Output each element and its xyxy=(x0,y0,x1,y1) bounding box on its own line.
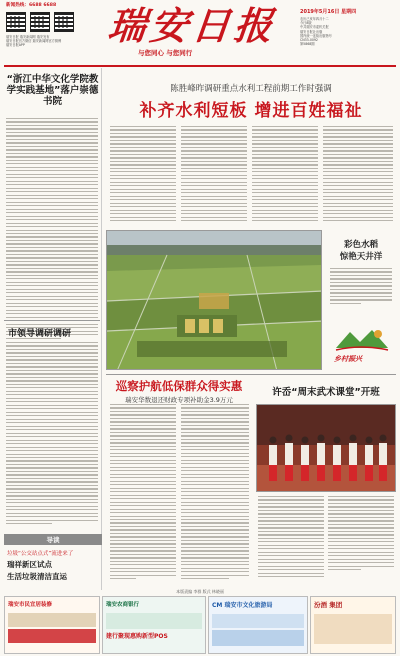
header-right-line: CN33-0092 xyxy=(300,38,318,43)
header-left-line: 瑞安日报 xyxy=(6,35,19,39)
header-rule xyxy=(4,65,396,67)
guide-title: 导读 xyxy=(4,534,102,545)
qr-code-icon xyxy=(6,12,26,32)
header-left-line: 瑞安新闻网 xyxy=(19,35,36,39)
story2-body-col1 xyxy=(110,404,176,584)
left-section-title: 市领导调研调研 xyxy=(8,329,72,339)
left-feature-title: “浙江中华文化学院教学实践基地”落户崇德书院 xyxy=(6,74,99,107)
ad-image xyxy=(314,614,392,644)
guide-item[interactable]: 垃圾“公交站点式”流进来了 xyxy=(7,551,74,557)
page-footer: 本版责编 李群 版式 林晓丽 xyxy=(176,589,224,594)
story3-body-col2 xyxy=(328,496,394,584)
header-right-line: 瑞安日报社出版 xyxy=(300,29,323,34)
ad-label: 瑞安农商银行 xyxy=(106,602,140,608)
ad-strip xyxy=(4,596,396,654)
ad-box[interactable] xyxy=(310,596,396,654)
ad-image xyxy=(212,630,304,646)
issue-date: 2019年5月16日 星期四 xyxy=(300,9,357,15)
photo-caption-sub: 惊艳天井洋 xyxy=(339,252,383,262)
masthead xyxy=(105,2,288,64)
left-feature-body xyxy=(6,118,98,348)
ad-box[interactable] xyxy=(4,596,100,654)
divider xyxy=(106,374,396,375)
header-left-line: 瑞安新闻网官方微博 xyxy=(32,39,62,44)
lead-body-col4 xyxy=(323,126,393,226)
guide-item[interactable]: 生活垃圾清洁直运 xyxy=(7,572,67,581)
rural-brand-text: 乡村振兴 xyxy=(334,355,362,363)
story3-body-col1 xyxy=(258,496,324,584)
ad-label: 瑞安市民宜居装修 xyxy=(8,602,53,608)
header-right-line: 今日8版 xyxy=(300,21,312,26)
ad-image xyxy=(8,629,96,643)
header-left-line: 瑞安日报APP xyxy=(6,43,25,48)
left-section-body xyxy=(6,342,98,532)
lead-body-col3 xyxy=(252,126,318,226)
ad-image xyxy=(8,613,96,627)
header-right-line: 中共瑞安市委机关报 xyxy=(300,25,329,30)
header-left-line: 瑞安发布 xyxy=(36,35,50,39)
lead-body-col1 xyxy=(110,126,176,226)
ad-box[interactable] xyxy=(208,596,308,654)
ad-box[interactable] xyxy=(102,596,206,654)
story2-title[interactable]: 巡察护航低保群众得实惠 xyxy=(115,379,243,393)
masthead-slogan: 与您同心 与您同行 xyxy=(138,49,193,57)
lead-story xyxy=(106,68,396,121)
story-welfare xyxy=(106,378,252,404)
ad-image xyxy=(212,614,304,628)
header-right-line: 农历己亥年四月十二 xyxy=(300,17,329,21)
story2-subtitle: 瑞安华数退还财政专项补助金3.9万元 xyxy=(125,396,233,404)
header-right-line: 国内统一连续出版物号 xyxy=(300,33,332,38)
photo-caption-body xyxy=(330,268,392,320)
story3-title[interactable]: 许岙“周末武术课堂”开班 xyxy=(272,387,380,398)
ad-label: 建行聚现惠购新型POS xyxy=(106,633,168,640)
header-info-right xyxy=(300,8,394,64)
lead-kicker: 陈胜峰昨调研重点水利工程前期工作时强调 xyxy=(170,84,332,94)
masthead-title: 瑞安日报 xyxy=(105,3,279,48)
photo-caption-title: 彩色水稻 xyxy=(343,240,378,250)
news-hotline: 新闻热线：6688 6688 xyxy=(6,3,57,8)
guide-item[interactable]: 瑞祥新区试点 xyxy=(7,560,52,569)
guide-box xyxy=(4,534,102,590)
story2-body-col2 xyxy=(181,404,249,584)
qr-code-icon xyxy=(30,12,50,32)
lead-title[interactable]: 补齐水利短板 增进百姓福祉 xyxy=(139,101,363,121)
ad-label: CM 瑞安市文化旅游局 xyxy=(212,602,273,609)
ad-label: 汾酒 集团 xyxy=(314,601,343,609)
rice-field-photo xyxy=(106,230,322,370)
header-right-line: 第5868期 xyxy=(300,42,315,47)
left-column xyxy=(4,68,102,590)
photo-caption-box xyxy=(326,230,396,370)
ad-image xyxy=(106,613,202,629)
martial-arts-photo xyxy=(256,404,396,492)
lead-body-col2 xyxy=(181,126,247,226)
header-info-left xyxy=(6,4,106,60)
header-left-line: 瑞安日报官方微信 xyxy=(6,39,32,44)
qr-code-icon xyxy=(54,12,74,32)
divider xyxy=(4,320,100,321)
